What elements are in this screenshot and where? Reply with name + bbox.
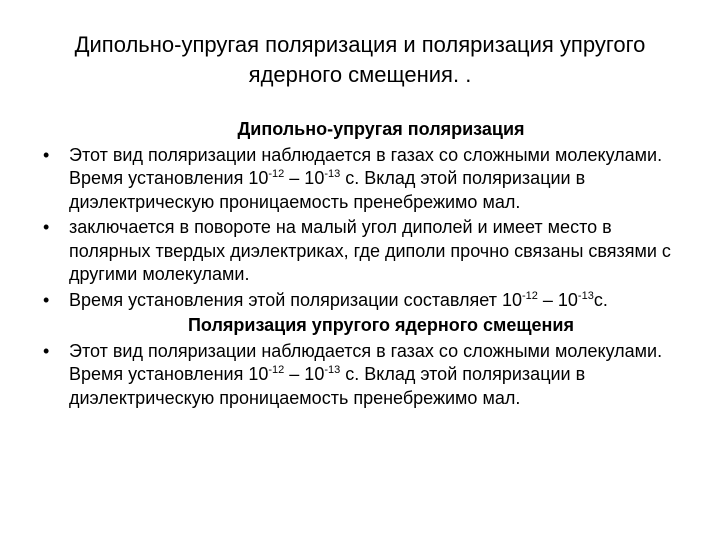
bullet-text-part: – 10	[537, 289, 578, 310]
bullet-icon: •	[43, 340, 50, 361]
slide-title-line-1: Дипольно-упругая поляризация и поляризация упругого	[74, 32, 646, 57]
exponent: -12	[521, 289, 538, 302]
bullet-text-part: – 10	[284, 364, 325, 384]
bullet-item-gas-polarization	[43, 144, 693, 215]
exponent: -12	[268, 168, 285, 180]
exponent: -13	[324, 168, 341, 180]
slide-content	[43, 118, 693, 412]
slide-title-line-2: ядерного смещения. .	[248, 62, 472, 87]
bullet-text-part: с.	[593, 289, 608, 310]
bullet-icon: •	[43, 289, 50, 310]
bullet-text-part: с. Вклад этой поляризации в диэлектрическую проницаемость пренебрежимо мал.	[69, 168, 586, 212]
bullet-item-gas-polarization-2	[43, 340, 693, 411]
exponent: -12	[268, 364, 285, 376]
bullet-text-part: Время установления этой поляризации составляет 10	[69, 289, 522, 310]
exponent: -13	[324, 364, 341, 376]
bullet-text-part: – 10	[284, 168, 325, 188]
section-heading-dipole-elastic: Дипольно-упругая поляризация	[237, 119, 525, 139]
bullet-icon: •	[43, 144, 50, 165]
section-heading-nuclear-displacement: Поляризация упругого ядерного смещения	[187, 315, 575, 335]
bullet-text-part: Этот вид поляризации наблюдается в газах со сложными молекулами. Время установления 10	[69, 144, 663, 188]
exponent: -13	[577, 289, 594, 302]
bullet-text-part: с. Вклад этой поляризации в диэлектрическую проницаемость пренебрежимо мал.	[69, 364, 586, 408]
bullet-item-dipole-rotation	[43, 216, 693, 287]
bullet-text: заключается в повороте на малый угол диполей и имеет место в полярных твердых диэлектриках, где диполи прочно связаны связями с другими молекулами.	[69, 217, 671, 284]
bullet-item-setup-time	[43, 289, 693, 313]
slide-title	[30, 30, 690, 90]
bullet-text-part: Этот вид поляризации наблюдается в газах со сложными молекулами. Время установления 10	[69, 340, 663, 384]
bullet-icon: •	[43, 217, 50, 237]
